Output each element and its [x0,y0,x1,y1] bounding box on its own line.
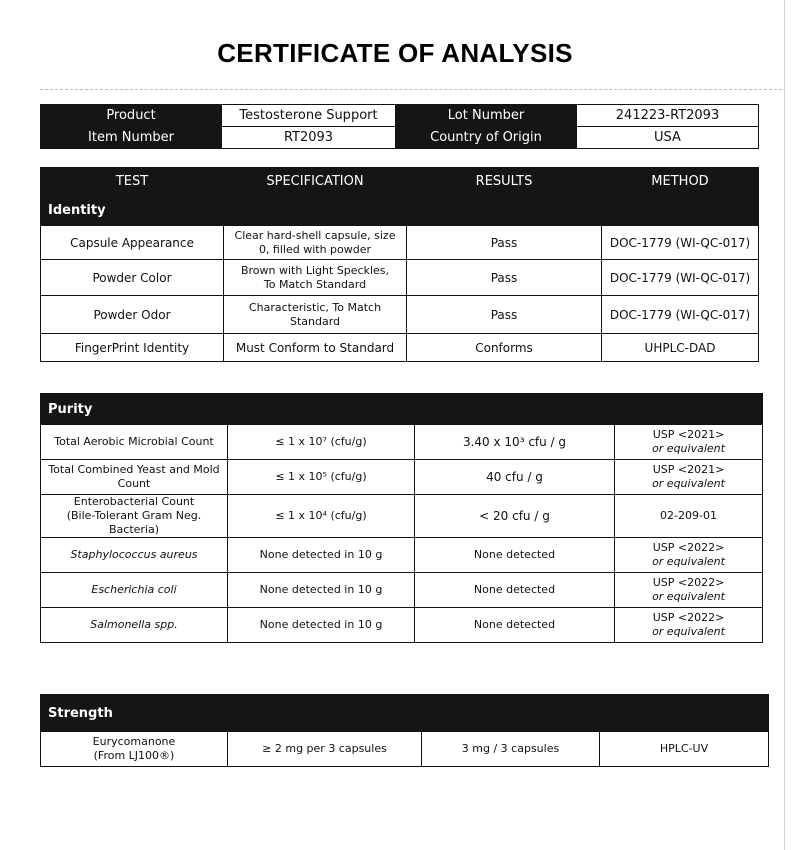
product-label: Product [41,105,222,127]
result-cell: 3.40 x 10³ cfu / g [415,425,615,460]
test-name: Powder Odor [41,296,224,334]
result-cell: None detected [415,573,615,608]
section-strength: Strength [41,695,769,732]
table-row [41,425,763,460]
test-name: Staphylococcus aureus [41,538,228,573]
specification-cell: Must Conform to Standard [224,334,407,362]
specification-cell: ≤ 1 x 10⁴ (cfu/g) [228,495,415,538]
result-cell: Conforms [407,334,602,362]
item-number-value: RT2093 [222,127,396,149]
test-line: Count [117,477,151,490]
result-cell: None detected [415,538,615,573]
product-value: Testosterone Support [222,105,396,127]
method-cell [615,608,763,643]
method-line: USP <2022> [652,541,725,554]
lot-number-label: Lot Number [396,105,577,127]
country-label: Country of Origin [396,127,577,149]
country-value: USA [577,127,759,149]
result-cell: Pass [407,260,602,296]
item-number-label: Item Number [41,127,222,149]
result-cell: Pass [407,296,602,334]
result-cell: None detected [415,608,615,643]
method-line: USP <2022> [652,576,725,589]
purity-table [40,393,763,643]
spec-line: Standard [289,314,341,328]
method-cell [615,425,763,460]
specification-cell: None detected in 10 g [228,538,415,573]
method-qualifier: or equivalent [652,477,725,490]
column-header-test: TEST [41,168,224,195]
strength-table [40,694,769,767]
test-name: Escherichia coli [41,573,228,608]
spec-line: Characteristic, To Match [248,300,382,314]
identity-table [40,167,759,362]
spec-line: 0, filled with powder [258,242,372,256]
test-line: Eurycomanone [92,735,176,748]
page-title: CERTIFICATE OF ANALYSIS [217,38,573,68]
method-cell: DOC-1779 (WI-QC-017) [602,296,759,334]
method-qualifier: or equivalent [652,625,725,638]
specification-cell: ≤ 1 x 10⁵ (cfu/g) [228,460,415,495]
table-row [41,260,759,296]
test-name: Salmonella spp. [41,608,228,643]
table-row [41,495,763,538]
test-name: Capsule Appearance [41,226,224,260]
test-name: FingerPrint Identity [41,334,224,362]
table-row [41,296,759,334]
specification-cell [224,260,407,296]
result-cell: < 20 cfu / g [415,495,615,538]
method-cell: 02-209-01 [615,495,763,538]
result-cell: 40 cfu / g [415,460,615,495]
spec-line: Brown with Light Speckles, [240,263,389,277]
specification-cell: ≤ 1 x 10⁷ (cfu/g) [228,425,415,460]
section-identity: Identity [41,195,759,226]
test-line: (Bile-Tolerant Gram Neg. Bacteria) [66,509,202,536]
method-line: USP <2021> [652,428,725,441]
specification-cell [224,296,407,334]
spec-line: To Match Standard [263,277,367,291]
method-line: USP <2022> [652,611,725,624]
method-line: USP <2021> [652,463,725,476]
method-cell [615,460,763,495]
lot-number-value: 241223-RT2093 [577,105,759,127]
result-cell: Pass [407,226,602,260]
table-row [41,334,759,362]
top-dashed-rule [40,89,782,90]
test-line: Total Combined Yeast and Mold [48,463,220,476]
test-name [41,495,228,538]
test-name [41,460,228,495]
column-header-method: METHOD [602,168,759,195]
method-cell: DOC-1779 (WI-QC-017) [602,226,759,260]
column-header-specification: SPECIFICATION [224,168,407,195]
specification-cell: ≥ 2 mg per 3 capsules [228,732,422,767]
product-info-table [40,104,759,149]
test-name: Total Aerobic Microbial Count [41,425,228,460]
test-name: Powder Color [41,260,224,296]
specification-cell [224,226,407,260]
method-cell [615,573,763,608]
test-name [41,732,228,767]
table-row [41,226,759,260]
spec-line: Clear hard-shell capsule, size [234,228,396,242]
section-purity: Purity [41,394,763,425]
table-row [41,460,763,495]
table-row [41,608,763,643]
column-header-results: RESULTS [407,168,602,195]
method-qualifier: or equivalent [652,555,725,568]
page-edge-line [784,0,785,850]
method-cell: HPLC-UV [600,732,769,767]
specification-cell: None detected in 10 g [228,573,415,608]
result-cell: 3 mg / 3 capsules [422,732,600,767]
method-cell: DOC-1779 (WI-QC-017) [602,260,759,296]
test-line: Enterobacterial Count [73,495,195,508]
method-cell [615,538,763,573]
specification-cell: None detected in 10 g [228,608,415,643]
method-cell: UHPLC-DAD [602,334,759,362]
table-row [41,538,763,573]
table-row [41,573,763,608]
table-row [41,732,769,767]
method-qualifier: or equivalent [652,590,725,603]
test-line: (From LJ100®) [93,749,175,762]
method-qualifier: or equivalent [652,442,725,455]
